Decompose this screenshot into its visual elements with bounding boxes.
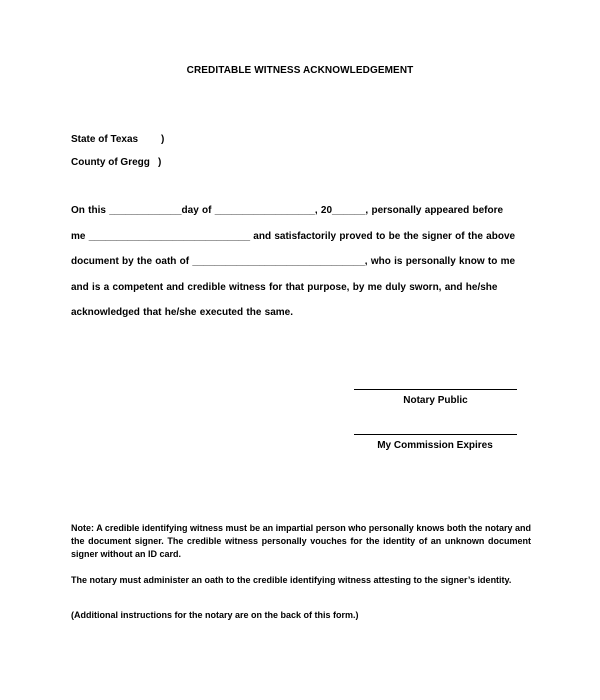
document-title: CREDITABLE WITNESS ACKNOWLEDGEMENT xyxy=(186,65,414,76)
body-line-1: On this _____________day of __________________, 20______, personally appeared before xyxy=(71,205,504,216)
notary-signature-line[interactable] xyxy=(354,389,517,390)
state-paren: ) xyxy=(161,134,165,145)
note-oath: The notary must administer an oath to the credible identifying witness attesting to the signer’s identity. xyxy=(71,575,512,585)
body-line-2: me _____________________________ and satisfactorily proved to be the signer of the above xyxy=(71,231,516,242)
state-label: State of Texas xyxy=(71,134,139,145)
commission-expires-label: My Commission Expires xyxy=(377,440,493,451)
venue-state xyxy=(71,134,165,145)
commission-expiry-line[interactable] xyxy=(354,434,517,435)
notary-public-label: Notary Public xyxy=(403,395,468,406)
county-paren: ) xyxy=(158,157,162,168)
venue-county xyxy=(71,157,162,168)
county-label: County of Gregg xyxy=(71,157,150,168)
note-credible-witness: Note: A credible identifying witness must be an impartial person who personally knows both the notary and the document signer. The credible witness personally vouches for the identity of an unknown document signer without an ID card. xyxy=(71,523,531,559)
body-line-5: acknowledged that he/she executed the same. xyxy=(71,307,294,318)
note-additional-instructions: (Additional instructions for the notary are on the back of this form.) xyxy=(71,610,359,620)
body-line-4: and is a competent and credible witness for that purpose, by me duly sworn, and he/she xyxy=(71,282,498,293)
body-line-3: document by the oath of _______________________________, who is personally know to me xyxy=(71,256,516,267)
